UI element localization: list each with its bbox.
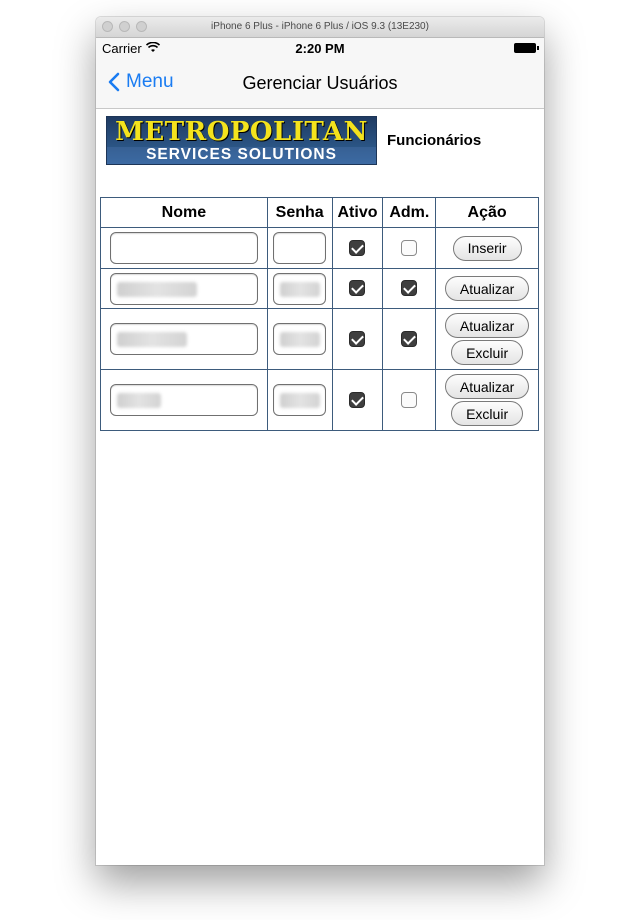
table-row (101, 370, 539, 431)
users-table (100, 197, 539, 431)
header-admin: Adm. (383, 198, 436, 228)
delete-button[interactable]: Excluir (451, 401, 523, 426)
redacted-name (117, 393, 161, 408)
password-input[interactable] (273, 384, 326, 416)
logo-line-1: METROPOLITAN (107, 117, 376, 147)
update-button[interactable]: Atualizar (445, 374, 529, 399)
password-input[interactable] (273, 273, 326, 305)
update-button[interactable]: Atualizar (445, 313, 529, 338)
header-active: Ativo (332, 198, 383, 228)
admin-checkbox[interactable] (401, 331, 417, 347)
window-titlebar (96, 17, 544, 38)
header-action: Ação (436, 198, 539, 228)
table-row (101, 228, 539, 269)
redacted-password (280, 332, 320, 347)
redacted-name (117, 282, 197, 297)
ios-status-bar (96, 38, 544, 58)
name-input[interactable] (110, 273, 258, 305)
redacted-password (280, 282, 320, 297)
window-title: iPhone 6 Plus - iPhone 6 Plus / iOS 9.3 (13E230) (211, 21, 429, 32)
name-input[interactable] (110, 323, 258, 355)
carrier-label: Carrier (102, 41, 142, 56)
section-label: Funcionários (387, 132, 482, 149)
redacted-password (280, 393, 320, 408)
password-input[interactable] (273, 232, 326, 264)
header-password: Senha (267, 198, 332, 228)
insert-button[interactable]: Inserir (453, 236, 522, 261)
back-button-label: Menu (126, 71, 174, 92)
simulator-window (96, 17, 544, 865)
active-checkbox[interactable] (349, 392, 365, 408)
name-input[interactable] (110, 232, 258, 264)
battery-icon (514, 43, 536, 53)
table-row (101, 269, 539, 309)
redacted-name (117, 332, 187, 347)
active-checkbox[interactable] (349, 331, 365, 347)
logo-line-2: SERVICES SOLUTIONS (146, 146, 337, 163)
page-title: Gerenciar Usuários (242, 73, 398, 93)
table-header-row (101, 198, 539, 228)
update-button[interactable]: Atualizar (445, 276, 529, 301)
header-name: Nome (101, 198, 268, 228)
status-time: 2:20 PM (295, 41, 345, 56)
admin-checkbox[interactable] (401, 392, 417, 408)
navigation-bar (96, 58, 544, 109)
admin-checkbox[interactable] (401, 280, 417, 296)
password-input[interactable] (273, 323, 326, 355)
admin-checkbox[interactable] (401, 240, 417, 256)
name-input[interactable] (110, 384, 258, 416)
active-checkbox[interactable] (349, 240, 365, 256)
active-checkbox[interactable] (349, 280, 365, 296)
table-row (101, 309, 539, 370)
metropolitan-logo (106, 116, 377, 165)
delete-button[interactable]: Excluir (451, 340, 523, 365)
